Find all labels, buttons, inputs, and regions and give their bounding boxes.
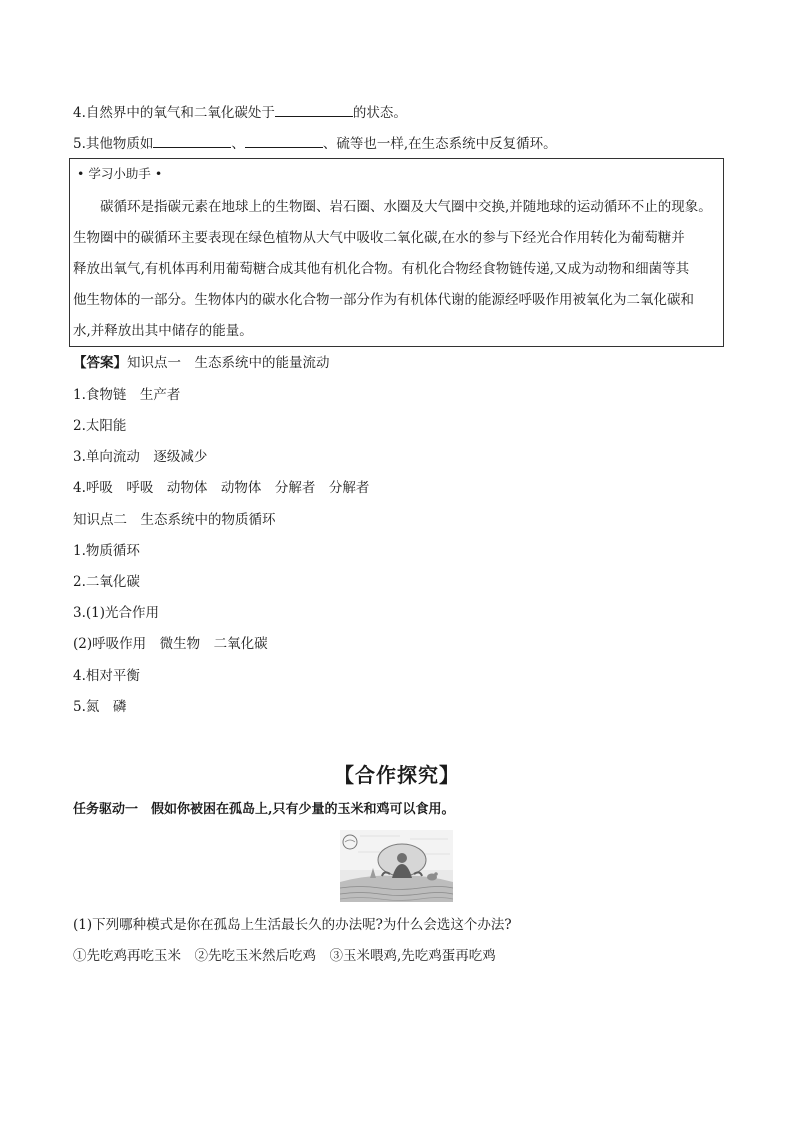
question-5-text-end: 、硫等也一样,在生态系统中反复循环。 bbox=[322, 136, 557, 152]
answer-line: 知识点二 生态系统中的物质循环 bbox=[73, 512, 276, 528]
answer-line: 2.二氧化碳 bbox=[73, 574, 140, 590]
answer-line: 3.单向流动 逐级减少 bbox=[73, 449, 208, 465]
study-helper-box bbox=[69, 158, 724, 347]
answer-blank[interactable] bbox=[275, 102, 353, 117]
study-helper-line: 生物圈中的碳循环主要表现在绿色植物从大气中吸收二氧化碳,在水的参与下经光合作用转化为葡萄糖并 bbox=[73, 230, 685, 246]
answer-line: 3.(1)光合作用 bbox=[73, 605, 160, 621]
answer-line: (2)呼吸作用 微生物 二氧化碳 bbox=[73, 636, 268, 652]
answer-line: 1.食物链 生产者 bbox=[73, 387, 181, 403]
question-5 bbox=[73, 133, 557, 153]
task-prompt: 任务驱动一 假如你被困在孤岛上,只有少量的玉米和鸡可以食用。 bbox=[73, 802, 455, 817]
answer-line: 1.物质循环 bbox=[73, 543, 140, 559]
question-1: (1)下列哪种模式是你在孤岛上生活最长久的办法呢?为什么会选这个办法? bbox=[73, 917, 512, 933]
answer-line: 2.太阳能 bbox=[73, 418, 127, 434]
answer-blank[interactable] bbox=[153, 133, 231, 148]
answers-label: 【答案】 bbox=[73, 355, 127, 371]
answer-line: 4.呼吸 呼吸 动物体 动物体 分解者 分解者 bbox=[73, 480, 370, 496]
study-helper-line: 水,并释放出其中储存的能量。 bbox=[73, 323, 253, 339]
study-helper-line: 释放出氧气,有机体再利用葡萄糖合成其他有机化合物。有机化合物经食物链传递,又成为动物和细菌等其 bbox=[73, 261, 690, 277]
answers-header-text: 知识点一 生态系统中的能量流动 bbox=[127, 355, 330, 371]
island-illustration bbox=[340, 830, 453, 902]
answer-line: 5.氮 磷 bbox=[73, 699, 127, 715]
section-title: 【合作探究】 bbox=[334, 763, 460, 787]
study-helper-line: 碳循环是指碳元素在地球上的生物圈、岩石圈、水圈及大气圈中交换,并随地球的运动循环不止的现象。 bbox=[100, 199, 712, 215]
question-4 bbox=[73, 102, 407, 122]
study-helper-line: 他生物体的一部分。生物体内的碳水化合物一部分作为有机体代谢的能源经呼吸作用被氧化为二氧化碳和 bbox=[73, 292, 694, 308]
answers-header bbox=[73, 353, 330, 373]
question-5-text: 5.其他物质如 bbox=[73, 136, 154, 152]
answer-line: 4.相对平衡 bbox=[73, 668, 140, 684]
question-4-text: 4.自然界中的氧气和二氧化碳处于 bbox=[73, 105, 275, 121]
answer-blank[interactable] bbox=[245, 133, 323, 148]
question-5-sep: 、 bbox=[231, 136, 245, 152]
study-helper-heading: • 学习小助手 • bbox=[77, 166, 163, 181]
question-4-text-end: 的状态。 bbox=[352, 105, 407, 121]
options-line: ①先吃鸡再吃玉米 ②先吃玉米然后吃鸡 ③玉米喂鸡,先吃鸡蛋再吃鸡 bbox=[73, 948, 496, 964]
